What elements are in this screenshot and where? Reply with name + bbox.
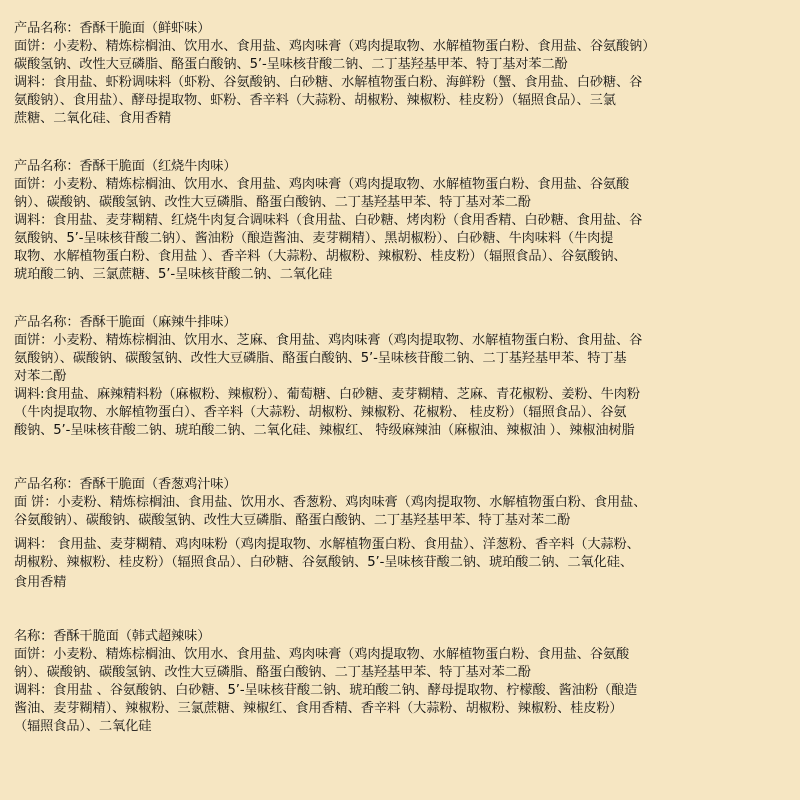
noodle-ingredients: 钠）、碳酸钠、碳酸氢钠、改性大豆磷脂、酪蛋白酸钠、二丁基羟基甲苯、特丁基对苯二酚 xyxy=(14,195,531,210)
noodle-ingredients: 钠）、碳酸钠、碳酸氢钠、改性大豆磷脂、酪蛋白酸钠、二丁基羟基甲苯、特丁基对苯二酚 xyxy=(14,665,531,680)
noodle-ingredients: 碳酸氢钠、改性大豆磷脂、酪蛋白酸钠、5’-呈味核苷酸二钠、二丁基羟基甲苯、特丁基对苯二酚 xyxy=(14,57,568,72)
seasoning-ingredients: 食用香精 xyxy=(14,575,67,590)
seasoning-ingredients: 调料：食用盐、麦芽糊精、红烧牛肉复合调味料（食用盐、白砂糖、烤肉粉（食用香精、白砂糖、食用盐、谷 xyxy=(14,213,643,228)
product-title: 产品名称：香酥干脆面（红烧牛肉味） xyxy=(14,159,237,174)
noodle-ingredients: 面饼：小麦粉、精炼棕榈油、饮用水、食用盐、鸡肉味膏（鸡肉提取物、水解植物蛋白粉、食用盐、谷氨酸钠） xyxy=(14,39,656,54)
noodle-ingredients: 对苯二酚 xyxy=(14,369,67,384)
seasoning-ingredients: 调料： 食用盐、麦芽糊精、鸡肉味粉（鸡肉提取物、水解植物蛋白粉、食用盐）、洋葱粉、香辛料（大蒜粉、 xyxy=(14,537,640,552)
noodle-ingredients: 氨酸钠）、碳酸钠、碳酸氢钠、改性大豆磷脂、酪蛋白酸钠、5’-呈味核苷酸二钠、二丁基羟基甲苯、特丁基 xyxy=(14,351,627,366)
seasoning-ingredients: 取物、水解植物蛋白粉、食用盐 ）、香辛料（大蒜粉、胡椒粉、辣椒粉、桂皮粉）（辐照食品）、谷氨酸钠、 xyxy=(14,249,627,264)
product-title: 产品名称：香酥干脆面（麻辣牛排味） xyxy=(14,315,237,330)
seasoning-ingredients: 调料:食用盐、麻辣精料粉（麻椒粉、辣椒粉）、葡萄糖、白砂糖、麦芽糊精、芝麻、青花椒粉、姜粉、牛肉粉 xyxy=(14,387,640,402)
seasoning-ingredients: 调料：食用盐、虾粉调味料（虾粉、谷氨酸钠、白砂糖、水解植物蛋白粉、海鲜粉（蟹、食用盐、白砂糖、谷 xyxy=(14,75,643,90)
seasoning-ingredients: 氨酸钠、5’-呈味核苷酸二钠）、酱油粉（酿造酱油、麦芽糊精）、黑胡椒粉）、白砂糖、牛肉味料（牛肉提 xyxy=(14,231,614,246)
noodle-ingredients: 面 饼：小麦粉、精炼棕榈油、食用盐、饮用水、香葱粉、鸡肉味膏（鸡肉提取物、水解植物蛋白粉、食用盐、 xyxy=(14,495,647,510)
product-title: 名称：香酥干脆面（韩式超辣味） xyxy=(14,629,211,644)
seasoning-ingredients: （牛肉提取物、水解植物蛋白）、香辛料（大蒜粉、胡椒粉、辣椒粉、花椒粉、 桂皮粉）（辐照食品）、谷氨 xyxy=(14,405,627,420)
noodle-ingredients: 面饼：小麦粉、精炼棕榈油、饮用水、食用盐、鸡肉味膏（鸡肉提取物、水解植物蛋白粉、食用盐、谷氨酸 xyxy=(14,647,630,662)
seasoning-ingredients: 酸钠、5’-呈味核苷酸二钠、琥珀酸二钠、二氧化硅、辣椒红、 特级麻辣油（麻椒油、辣椒油 ）、辣椒油树脂 xyxy=(14,423,635,438)
noodle-ingredients: 面饼：小麦粉、精炼棕榈油、饮用水、食用盐、鸡肉味膏（鸡肉提取物、水解植物蛋白粉、食用盐、谷氨酸 xyxy=(14,177,630,192)
product-title: 产品名称：香酥干脆面（香葱鸡汁味） xyxy=(14,477,237,492)
seasoning-ingredients: 胡椒粉、辣椒粉、桂皮粉）（辐照食品）、白砂糖、谷氨酸钠、5’-呈味核苷酸二钠、琥珀酸二钠、二氧化硅、 xyxy=(14,555,633,570)
seasoning-ingredients: 调料：食用盐 、谷氨酸钠、白砂糖、5’-呈味核苷酸二钠、琥珀酸二钠、酵母提取物、柠檬酸、酱油粉（酿造 xyxy=(14,683,638,698)
seasoning-ingredients: 酱油、麦芽糊精）、辣椒粉、三氯蔗糖、辣椒红、食用香精、香辛料（大蒜粉、胡椒粉、辣椒粉、桂皮粉） xyxy=(14,701,623,716)
seasoning-ingredients: （辐照食品）、二氧化硅 xyxy=(14,719,152,734)
seasoning-ingredients: 氨酸钠）、食用盐）、酵母提取物、虾粉、香辛料（大蒜粉、胡椒粉、辣椒粉、桂皮粉）（辐照食品）、三氯 xyxy=(14,93,616,108)
seasoning-ingredients: 琥珀酸二钠、三氯蔗糖、5’-呈味核苷酸二钠、二氧化硅 xyxy=(14,267,333,282)
product-title: 产品名称：香酥干脆面（鲜虾味） xyxy=(14,21,211,36)
noodle-ingredients: 谷氨酸钠）、碳酸钠、碳酸氢钠、改性大豆磷脂、酪蛋白酸钠、二丁基羟基甲苯、特丁基对苯二酚 xyxy=(14,513,571,528)
seasoning-ingredients: 蔗糖、二氧化硅、食用香精 xyxy=(14,111,172,126)
noodle-ingredients: 面饼：小麦粉、精炼棕榈油、饮用水、芝麻、食用盐、鸡肉味膏（鸡肉提取物、水解植物蛋白粉、食用盐、谷 xyxy=(14,333,643,348)
